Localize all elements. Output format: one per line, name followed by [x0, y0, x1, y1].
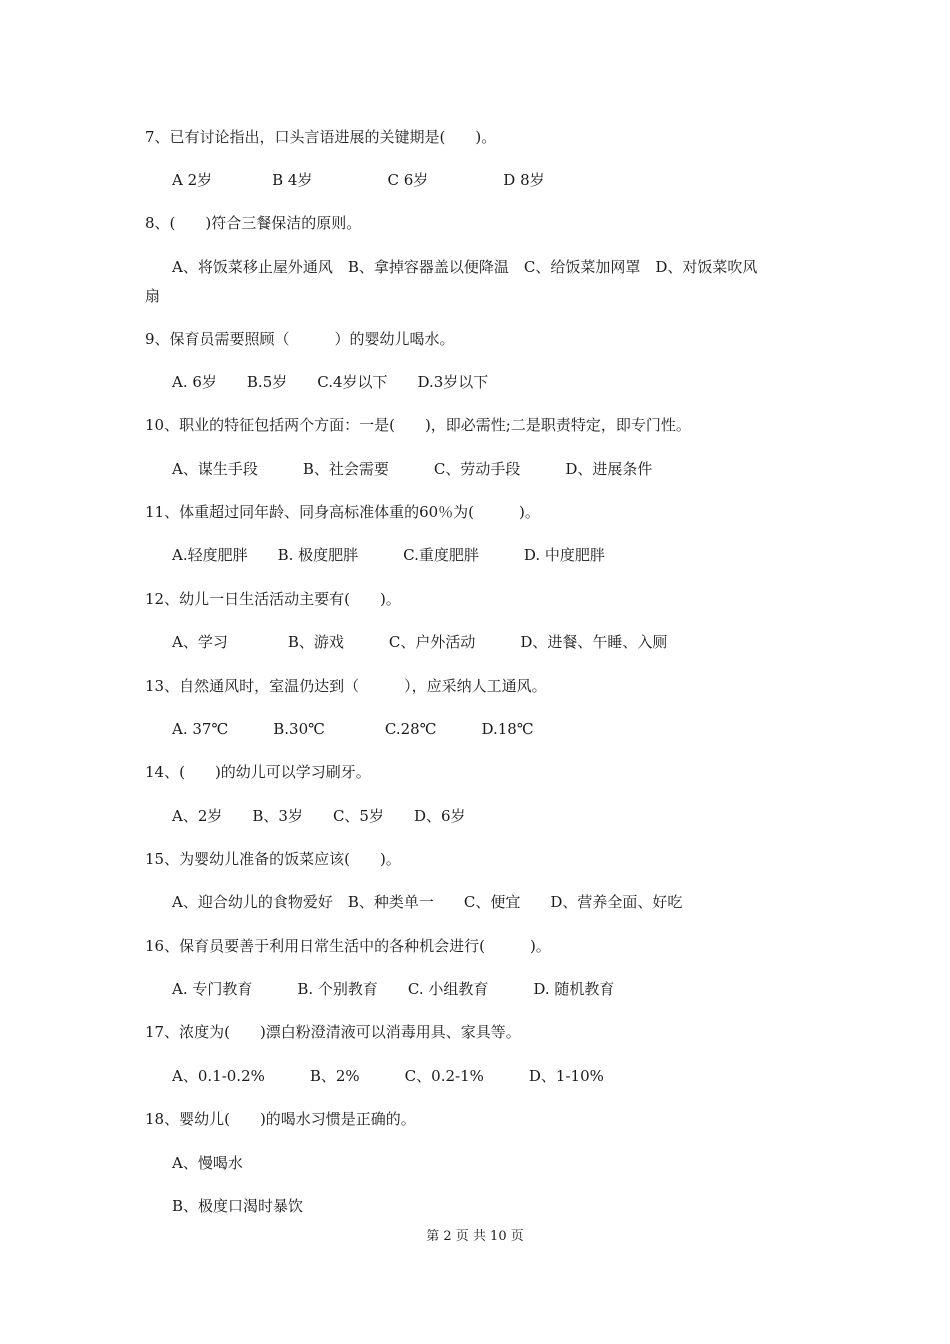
question-9-options: A. 6岁 B.5岁 C.4岁以下 D.3岁以下	[172, 373, 489, 391]
question-14-options: A、2岁 B、3岁 C、5岁 D、6岁	[172, 807, 466, 825]
question-11-options: A.轻度肥胖 B. 极度肥胖 C.重度肥胖 D. 中度肥胖	[172, 546, 605, 564]
question-10: 10、职业的特征包括两个方面：一是( )，即必需性;二是职责特定，即专门性。	[145, 416, 691, 434]
question-13: 13、自然通风时，室温仍达到（ ），应采纳人工通风。	[145, 677, 547, 695]
question-7-options: A 2岁 B 4岁 C 6岁 D 8岁	[172, 171, 545, 189]
question-8-options-continued: 扇	[145, 287, 161, 305]
question-15: 15、为婴幼儿准备的饭菜应该( )。	[145, 850, 401, 868]
question-18-option-a: A、慢喝水	[172, 1154, 243, 1172]
question-10-options: A、谋生手段 B、社会需要 C、劳动手段 D、进展条件	[172, 460, 653, 478]
question-8-options: A、将饭菜移止屋外通风 B、拿掉容器盖以便降温 C、给饭菜加网罩 D、对饭菜吹风	[172, 258, 758, 276]
question-13-options: A. 37℃ B.30℃ C.28℃ D.18℃	[172, 720, 534, 738]
page-footer: 第 2 页 共 10 页	[426, 1229, 524, 1244]
question-12: 12、幼儿一日生活活动主要有( )。	[145, 590, 401, 608]
question-17-options: A、0.1-0.2% B、2% C、0.2-1% D、1-10%	[172, 1067, 604, 1085]
question-16-options: A. 专门教育 B. 个别教育 C. 小组教育 D. 随机教育	[172, 980, 615, 998]
question-14: 14、( )的幼儿可以学习刷牙。	[145, 763, 371, 781]
question-18: 18、婴幼儿( )的喝水习惯是正确的。	[145, 1110, 416, 1128]
question-7: 7、已有讨论指出，口头言语进展的关键期是( )。	[145, 128, 497, 146]
question-16: 16、保育员要善于利用日常生活中的各种机会进行( )。	[145, 937, 551, 955]
question-11: 11、体重超过同年龄、同身高标准体重的60％为( )。	[145, 503, 540, 521]
question-18-option-b: B、极度口渴时暴饮	[172, 1197, 304, 1215]
question-12-options: A、学习 B、游戏 C、户外活动 D、进餐、午睡、入厕	[172, 633, 668, 651]
question-9: 9、保育员需要照顾（ ）的婴幼儿喝水。	[145, 330, 455, 348]
question-17: 17、浓度为( )漂白粉澄清液可以消毒用具、家具等。	[145, 1023, 521, 1041]
question-15-options: A、迎合幼儿的食物爱好 B、种类单一 C、便宜 D、营养全面、好吃	[172, 893, 683, 911]
question-8: 8、( )符合三餐保洁的原则。	[145, 214, 362, 232]
